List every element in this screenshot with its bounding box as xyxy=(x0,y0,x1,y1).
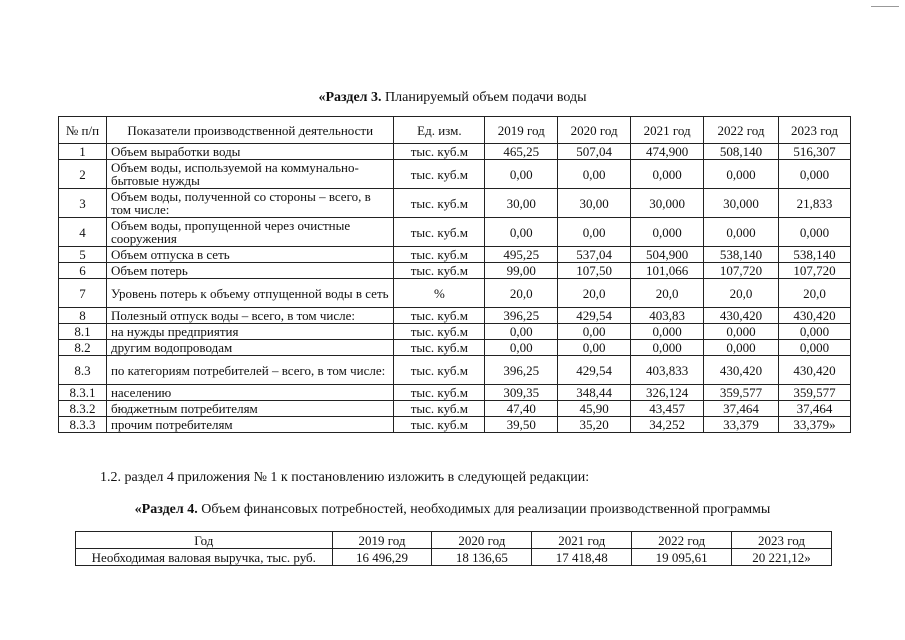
row-num: 4 xyxy=(59,218,107,247)
row-num: 7 xyxy=(59,279,107,308)
row-indicator: другим водопроводам xyxy=(106,340,394,356)
cell-2019: 396,25 xyxy=(485,308,558,324)
cell-2021: 20,0 xyxy=(631,279,704,308)
section3-title-rest: Планируемый объем подачи воды xyxy=(381,90,587,105)
row-indicator: Объем воды, используемой на коммунально-бытовые нужды xyxy=(106,160,394,189)
cell-2022: 19 095,61 xyxy=(632,549,732,566)
row-num: 8 xyxy=(59,308,107,324)
cell-2022: 30,000 xyxy=(704,189,779,218)
row-unit: тыс. куб.м xyxy=(394,356,485,385)
cell-2020: 0,00 xyxy=(558,324,631,340)
cell-2021: 504,900 xyxy=(631,247,704,263)
row-indicator: Уровень потерь к объему отпущенной воды в сеть xyxy=(106,279,394,308)
cell-2023: 0,000 xyxy=(779,218,851,247)
header-2021: 2021 год xyxy=(532,532,632,549)
row-indicator: Объем отпуска в сеть xyxy=(106,247,394,263)
cell-2022: 20,0 xyxy=(704,279,779,308)
row-num: 8.3.3 xyxy=(59,417,107,433)
row-num: 8.3 xyxy=(59,356,107,385)
cell-2019: 16 496,29 xyxy=(332,549,432,566)
cell-2020: 0,00 xyxy=(558,160,631,189)
row-num: 6 xyxy=(59,263,107,279)
row-indicator: Объем выработки воды xyxy=(106,144,394,160)
cell-2019: 99,00 xyxy=(485,263,558,279)
row-unit: тыс. куб.м xyxy=(394,263,485,279)
table-header-row xyxy=(59,117,851,144)
row-indicator: населению xyxy=(106,385,394,401)
cell-2020: 429,54 xyxy=(558,308,631,324)
cell-2022: 0,000 xyxy=(704,324,779,340)
cell-2020: 18 136,65 xyxy=(432,549,532,566)
cell-2023: 107,720 xyxy=(779,263,851,279)
table-row xyxy=(59,160,851,189)
cell-2021: 0,000 xyxy=(631,218,704,247)
cell-2020: 107,50 xyxy=(558,263,631,279)
table-row xyxy=(59,385,851,401)
cell-2019: 0,00 xyxy=(485,218,558,247)
row-label: Необходимая валовая выручка, тыс. руб. xyxy=(76,549,333,566)
row-num: 5 xyxy=(59,247,107,263)
header-2022: 2022 год xyxy=(632,532,732,549)
cell-2021: 34,252 xyxy=(631,417,704,433)
cell-2021: 326,124 xyxy=(631,385,704,401)
cell-2019: 20,0 xyxy=(485,279,558,308)
cell-2023: 21,833 xyxy=(779,189,851,218)
row-num: 3 xyxy=(59,189,107,218)
header-year: Год xyxy=(76,532,333,549)
row-unit: тыс. куб.м xyxy=(394,218,485,247)
cell-2021: 17 418,48 xyxy=(532,549,632,566)
header-2020: 2020 год xyxy=(432,532,532,549)
cell-2020: 20,0 xyxy=(558,279,631,308)
section4-title-rest: Объем финансовых потребностей, необходимых для реализации производственной программы xyxy=(197,502,771,517)
header-2023: 2023 год xyxy=(732,532,832,549)
cell-2019: 495,25 xyxy=(485,247,558,263)
row-num: 2 xyxy=(59,160,107,189)
row-indicator: прочим потребителям xyxy=(106,417,394,433)
cell-2019: 39,50 xyxy=(485,417,558,433)
cell-2023: 0,000 xyxy=(779,340,851,356)
table-row xyxy=(59,263,851,279)
table-row xyxy=(59,356,851,385)
cell-2019: 0,00 xyxy=(485,340,558,356)
header-unit: Ед. изм. xyxy=(394,117,485,144)
cell-2019: 396,25 xyxy=(485,356,558,385)
cell-2020: 429,54 xyxy=(558,356,631,385)
cell-2019: 465,25 xyxy=(485,144,558,160)
row-indicator: Объем потерь xyxy=(106,263,394,279)
row-indicator: Полезный отпуск воды – всего, в том числе: xyxy=(106,308,394,324)
cell-2021: 474,900 xyxy=(631,144,704,160)
cell-2022: 107,720 xyxy=(704,263,779,279)
row-num: 1 xyxy=(59,144,107,160)
row-unit: тыс. куб.м xyxy=(394,308,485,324)
header-2019: 2019 год xyxy=(485,117,558,144)
cell-2019: 0,00 xyxy=(485,160,558,189)
row-unit: тыс. куб.м xyxy=(394,417,485,433)
row-indicator: Объем воды, полученной со стороны – всего, в том числе: xyxy=(106,189,394,218)
cell-2019: 47,40 xyxy=(485,401,558,417)
header-2019: 2019 год xyxy=(332,532,432,549)
cell-2020: 507,04 xyxy=(558,144,631,160)
cell-2020: 0,00 xyxy=(558,218,631,247)
cell-2023: 430,420 xyxy=(779,308,851,324)
section4-title-bold: «Раздел 4. xyxy=(134,502,198,517)
section3-title xyxy=(0,90,905,106)
section3-title-bold: «Раздел 3. xyxy=(318,90,382,105)
cell-2021: 0,000 xyxy=(631,324,704,340)
cell-2023: 0,000 xyxy=(779,324,851,340)
cell-2023: 538,140 xyxy=(779,247,851,263)
table-row xyxy=(59,218,851,247)
table-row xyxy=(59,308,851,324)
row-unit: тыс. куб.м xyxy=(394,385,485,401)
cell-2019: 30,00 xyxy=(485,189,558,218)
row-unit: тыс. куб.м xyxy=(394,324,485,340)
cell-2020: 45,90 xyxy=(558,401,631,417)
cell-2020: 30,00 xyxy=(558,189,631,218)
cell-2023: 359,577 xyxy=(779,385,851,401)
cell-2023: 430,420 xyxy=(779,356,851,385)
cell-2019: 0,00 xyxy=(485,324,558,340)
cell-2023: 20 221,12» xyxy=(732,549,832,566)
cell-2022: 33,379 xyxy=(704,417,779,433)
table-row xyxy=(59,401,851,417)
row-indicator: бюджетным потребителям xyxy=(106,401,394,417)
row-unit: % xyxy=(394,279,485,308)
cell-2022: 508,140 xyxy=(704,144,779,160)
row-num: 8.3.2 xyxy=(59,401,107,417)
financial-needs-table xyxy=(75,531,832,566)
table-row xyxy=(59,189,851,218)
cell-2021: 403,833 xyxy=(631,356,704,385)
row-num: 8.1 xyxy=(59,324,107,340)
table-row xyxy=(59,417,851,433)
header-num: № п/п xyxy=(59,117,107,144)
table-row xyxy=(59,144,851,160)
corner-mark xyxy=(871,6,899,7)
row-unit: тыс. куб.м xyxy=(394,401,485,417)
table-row xyxy=(76,549,832,566)
cell-2022: 0,000 xyxy=(704,218,779,247)
cell-2023: 33,379» xyxy=(779,417,851,433)
cell-2022: 430,420 xyxy=(704,356,779,385)
header-indicator: Показатели производственной деятельности xyxy=(106,117,394,144)
row-indicator: на нужды предприятия xyxy=(106,324,394,340)
water-supply-table xyxy=(58,116,851,433)
cell-2021: 403,83 xyxy=(631,308,704,324)
row-indicator: Объем воды, пропущенной через очистные сооружения xyxy=(106,218,394,247)
cell-2020: 537,04 xyxy=(558,247,631,263)
cell-2019: 309,35 xyxy=(485,385,558,401)
cell-2022: 359,577 xyxy=(704,385,779,401)
row-unit: тыс. куб.м xyxy=(394,247,485,263)
cell-2021: 101,066 xyxy=(631,263,704,279)
cell-2021: 0,000 xyxy=(631,340,704,356)
cell-2020: 348,44 xyxy=(558,385,631,401)
cell-2023: 516,307 xyxy=(779,144,851,160)
table-row xyxy=(59,247,851,263)
cell-2021: 43,457 xyxy=(631,401,704,417)
cell-2022: 538,140 xyxy=(704,247,779,263)
paragraph-1-2: 1.2. раздел 4 приложения № 1 к постановлению изложить в следующей редакции: xyxy=(100,470,590,485)
row-unit: тыс. куб.м xyxy=(394,144,485,160)
cell-2022: 0,000 xyxy=(704,160,779,189)
table-header-row xyxy=(76,532,832,549)
table-row xyxy=(59,324,851,340)
table-row xyxy=(59,279,851,308)
cell-2021: 0,000 xyxy=(631,160,704,189)
cell-2022: 37,464 xyxy=(704,401,779,417)
table-row xyxy=(59,340,851,356)
section4-title xyxy=(0,502,905,518)
header-2021: 2021 год xyxy=(631,117,704,144)
header-2022: 2022 год xyxy=(704,117,779,144)
row-unit: тыс. куб.м xyxy=(394,189,485,218)
header-2023: 2023 год xyxy=(779,117,851,144)
cell-2023: 0,000 xyxy=(779,160,851,189)
cell-2022: 430,420 xyxy=(704,308,779,324)
row-unit: тыс. куб.м xyxy=(394,160,485,189)
cell-2020: 0,00 xyxy=(558,340,631,356)
header-2020: 2020 год xyxy=(558,117,631,144)
cell-2020: 35,20 xyxy=(558,417,631,433)
row-unit: тыс. куб.м xyxy=(394,340,485,356)
cell-2023: 37,464 xyxy=(779,401,851,417)
cell-2021: 30,000 xyxy=(631,189,704,218)
row-indicator: по категориям потребителей – всего, в том числе: xyxy=(106,356,394,385)
row-num: 8.3.1 xyxy=(59,385,107,401)
cell-2022: 0,000 xyxy=(704,340,779,356)
row-num: 8.2 xyxy=(59,340,107,356)
cell-2023: 20,0 xyxy=(779,279,851,308)
